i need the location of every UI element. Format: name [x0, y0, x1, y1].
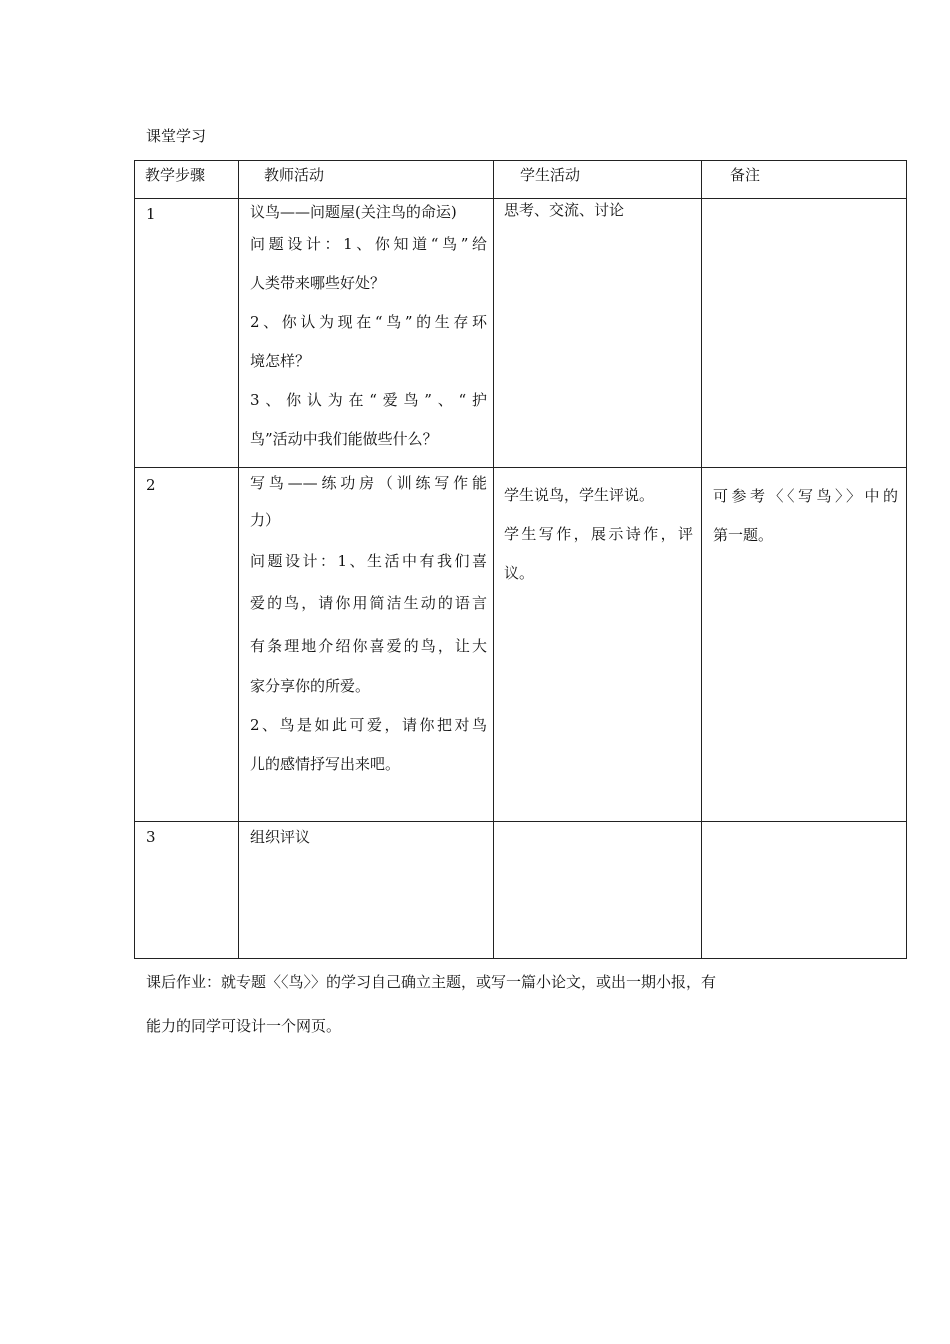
student-line: 议。: [504, 564, 535, 582]
header-cell-step: 教学步骤: [135, 161, 239, 199]
teacher-line: 家分享你的所爱。: [250, 677, 371, 695]
teacher-line: 组织评议: [250, 828, 311, 846]
teacher-line: 议鸟——问题屋(关注鸟的命运): [250, 203, 457, 221]
teacher-line: 有条理地介绍你喜爱的鸟，让大: [250, 637, 487, 655]
homework-text: [146, 960, 806, 1048]
teacher-line: 3、你认为在“爱鸟”、“护: [250, 391, 487, 409]
teacher-line: 儿的感情抒写出来吧。: [250, 755, 401, 773]
step-cell: 1: [135, 199, 239, 468]
note-cell: [702, 468, 907, 822]
teacher-line: 境怎样？: [250, 352, 311, 370]
student-line: 思考、交流、讨论: [504, 201, 625, 219]
note-cell: [702, 199, 907, 468]
table-row: [135, 822, 907, 959]
teacher-line: 力）: [250, 511, 281, 529]
teacher-line: 鸟”活动中我们能做些什么？: [250, 430, 438, 448]
lesson-table: [134, 160, 907, 959]
note-cell: [702, 822, 907, 959]
table-row: [135, 199, 907, 468]
teacher-cell: [239, 199, 494, 468]
section-title: 课堂学习: [146, 127, 207, 145]
teacher-cell: [239, 822, 494, 959]
table-header-row: [135, 161, 907, 199]
student-cell: [494, 822, 702, 959]
student-cell: [494, 199, 702, 468]
table-row: [135, 468, 907, 822]
student-line: 学生说鸟，学生评说。: [504, 486, 655, 504]
student-cell: [494, 468, 702, 822]
teacher-line: 问题设计：1、生活中有我们喜: [250, 552, 487, 570]
student-line: 学生写作，展示诗作，评: [504, 525, 693, 543]
teacher-line: 2、鸟是如此可爱，请你把对鸟: [250, 716, 487, 734]
header-cell-teacher: 教师活动: [239, 161, 494, 199]
step-cell: 2: [135, 468, 239, 822]
teacher-cell: [239, 468, 494, 822]
homework-line: 能力的同学可设计一个网页。: [146, 1017, 342, 1035]
teacher-line: 问题设计：1、你知道“鸟”给: [250, 235, 487, 253]
homework-line: 课后作业：就专题〈〈鸟〉〉的学习自己确立主题，或写一篇小论文，或出一期小报，有: [146, 973, 717, 991]
teacher-line: 爱的鸟，请你用简洁生动的语言: [250, 594, 487, 612]
header-cell-student: 学生活动: [494, 161, 702, 199]
step-cell: 3: [135, 822, 239, 959]
note-line: 可参考〈〈写鸟〉〉中的: [713, 487, 898, 505]
teacher-line: 2、你认为现在“鸟”的生存环: [250, 313, 487, 331]
teacher-line: 人类带来哪些好处？: [250, 274, 386, 292]
note-line: 第一题。: [713, 526, 774, 544]
teacher-line: 写鸟——练功房（训练写作能: [250, 474, 487, 492]
header-cell-note: 备注: [702, 161, 907, 199]
